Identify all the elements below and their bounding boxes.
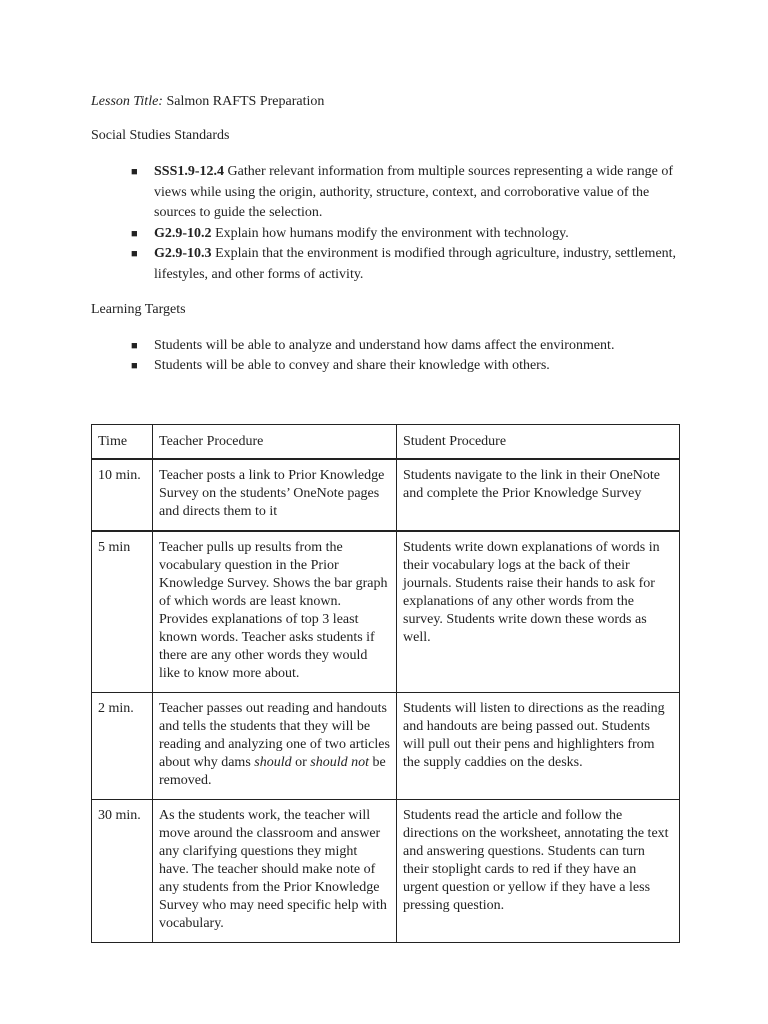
target-item [131, 356, 681, 377]
teacher-text-pre: Teacher passes out reading and handouts and tells the students that they will be reading and analyzing one of two articles about why dams [159, 701, 390, 770]
target-text: Students will be able to analyze and understand how dams affect the environment. [154, 337, 615, 353]
cell-student: Students navigate to the link in their OneNote and complete the Prior Knowledge Survey [397, 459, 680, 531]
teacher-text-post: be removed. [159, 755, 386, 788]
standard-code: SSS1.9-12.4 [154, 164, 225, 179]
standard-code: G2.9-10.2 [154, 225, 212, 241]
cell-teacher: Teacher pulls up results from the vocabulary question in the Prior Knowledge Survey. Shows the bar graph of which words are least known. Provides explanations of top 3 least known words. Teacher asks students if there are any other words they would like to know more about. [153, 531, 397, 693]
header-time: Time [92, 425, 153, 460]
header-teacher-procedure: Teacher Procedure [153, 425, 397, 460]
cell-student: Students write down explanations of words in their vocabulary logs at the back of their journals. Students raise their hands to ask for explanations of any other words from the survey. Students write down these words as well. [397, 531, 680, 693]
teacher-text-mid: or [295, 755, 307, 770]
cell-time: 2 min. [92, 693, 153, 800]
cell-time: 30 min. [92, 800, 153, 943]
square-bullet-icon: ■ [131, 227, 138, 240]
emphasis-should-not: should not [310, 755, 370, 770]
cell-time: 10 min. [92, 459, 153, 531]
cell-student: Students read the article and follow the directions on the worksheet, annotating the text and answering questions. Students can turn their stoplight cards to red if they have an urgent question or yellow if they have a less pressing question. [397, 800, 680, 943]
table-header-row [92, 425, 680, 460]
cell-teacher [153, 693, 397, 800]
standard-item [131, 162, 681, 224]
square-bullet-icon: ■ [131, 248, 138, 261]
table-row [92, 459, 680, 531]
target-text: Students will be able to convey and share their knowledge with others. [154, 358, 550, 374]
cell-student: Students will listen to directions as the reading and handouts are being passed out. Students will pull out their pens and highlighters from the supply caddies on the desks. [397, 693, 680, 800]
standards-list [91, 162, 681, 286]
cell-teacher: As the students work, the teacher will move around the classroom and answer any clarifying questions they might have. The teacher should make note of any students from the Prior Knowledge Survey who may need specific help with vocabulary. [153, 800, 397, 943]
standard-text: Gather relevant information from multiple sources representing a wide range of views while using the origin, authority, structure, context, and corroborative value of the sources to guide the selection. [154, 164, 674, 221]
document-page [91, 92, 681, 377]
procedure-table [91, 424, 680, 943]
table-row [92, 531, 680, 693]
learning-targets-list [91, 336, 681, 377]
square-bullet-icon: ■ [131, 339, 138, 352]
lesson-title-value: Salmon RAFTS Preparation [166, 94, 325, 109]
square-bullet-icon: ■ [131, 360, 138, 373]
lesson-title-label: Lesson Title: [91, 94, 163, 109]
table-row [92, 800, 680, 943]
target-item [131, 336, 681, 357]
standard-text: Explain that the environment is modified through agriculture, industry, settlement, lifestyles, and other forms of activity. [154, 246, 677, 282]
lesson-title [91, 92, 681, 112]
header-student-procedure: Student Procedure [397, 425, 680, 460]
standard-item [131, 224, 681, 245]
standard-text: Explain how humans modify the environment with technology. [215, 225, 569, 241]
standards-heading: Social Studies Standards [91, 128, 230, 143]
emphasis-should: should [254, 755, 292, 770]
learning-targets-heading: Learning Targets [91, 301, 186, 317]
standard-code: G2.9-10.3 [154, 246, 212, 262]
cell-time: 5 min [92, 531, 153, 693]
table-row [92, 693, 680, 800]
cell-teacher: Teacher posts a link to Prior Knowledge Survey on the students’ OneNote pages and directs them to it [153, 459, 397, 531]
standard-item [131, 244, 681, 285]
square-bullet-icon: ■ [131, 166, 138, 178]
